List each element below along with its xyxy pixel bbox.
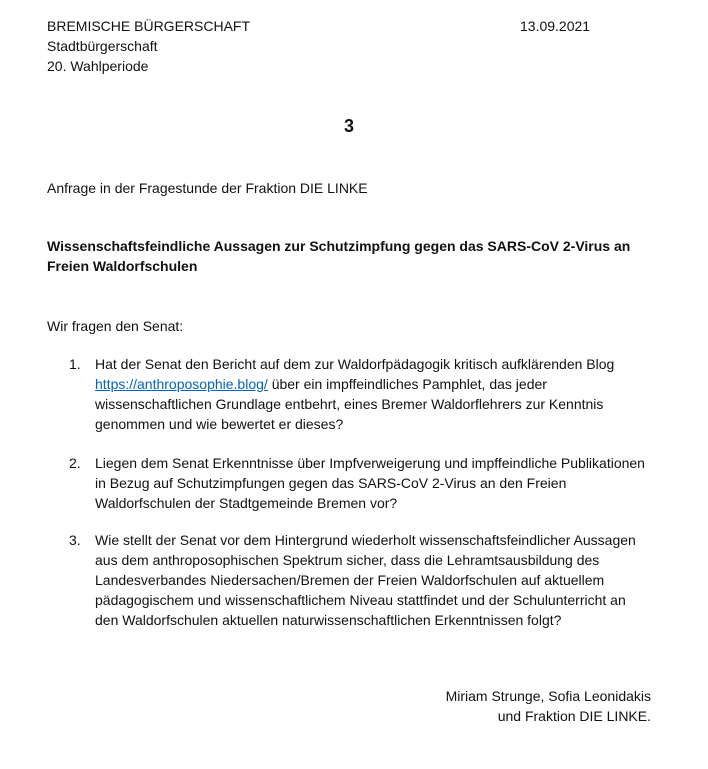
question-number: 1. <box>69 356 81 372</box>
document-date: 13.09.2021 <box>520 18 591 34</box>
header-org: BREMISCHE BÜRGERSCHAFT <box>47 18 251 34</box>
header-period: 20. Wahlperiode <box>47 58 149 74</box>
intro-text: Anfrage in der Fragestunde der Fraktion DIE LINKE <box>47 180 368 196</box>
question-text <box>95 354 647 434</box>
document-title: Wissenschaftsfeindliche Aussagen zur Schutzimpfung gegen das SARS-CoV 2-Virus an Freien Waldorfschulen <box>47 238 631 274</box>
question-text: Wie stellt der Senat vor dem Hintergrund wiederholt wissenschaftsfeindlicher Aussagen aus dem anthroposophischen Spektrum sicher, dass die Lehramtsausbildung des Landesverbandes Niedersachen/Bremen der Freien Waldorfschulen auf aktuellem pädagogischem und wissenschaftlichem Niveau stattfindet und der Schulunterricht an den Waldorfschulen aktuellen naturwissenschaftlichen Erkenntnissen folgt? <box>95 532 636 628</box>
question-text-after-link: über ein impffeindliches Pamphlet, das jeder wissenschaftlichen Grundlage entbehrt, eines Bremer Waldorflehrers zur Kenntnis genommen und wie bewertet er dieses? <box>95 376 604 432</box>
question-item-3 <box>47 530 647 630</box>
signature-block <box>446 686 651 726</box>
header-chamber: Stadtbürgerschaft <box>47 38 158 54</box>
question-text-before-link: Hat der Senat den Bericht auf dem zur Waldorfpädagogik kritisch aufklärenden Blog <box>95 356 615 372</box>
question-number: 3. <box>69 532 81 548</box>
document-header <box>47 16 250 76</box>
question-text: Liegen dem Senat Erkenntnisse über Impfverweigerung und impffeindliche Publikationen in Bezug auf Schutzimpfungen gegen das SARS-CoV 2-Virus an den Freien Waldorfschulen der Stadtgemeinde Bremen vor? <box>95 455 645 511</box>
question-lead: Wir fragen den Senat: <box>47 318 184 334</box>
question-item-1 <box>47 354 647 434</box>
blog-link[interactable]: https://anthroposophie.blog/ <box>95 376 268 392</box>
signature-line-2: und Fraktion DIE LINKE. <box>497 708 651 724</box>
document-number: 3 <box>343 116 354 136</box>
question-number: 2. <box>69 455 81 471</box>
question-item-2 <box>47 453 647 513</box>
signature-line-1: Miriam Strunge, Sofia Leonidakis <box>445 688 651 704</box>
